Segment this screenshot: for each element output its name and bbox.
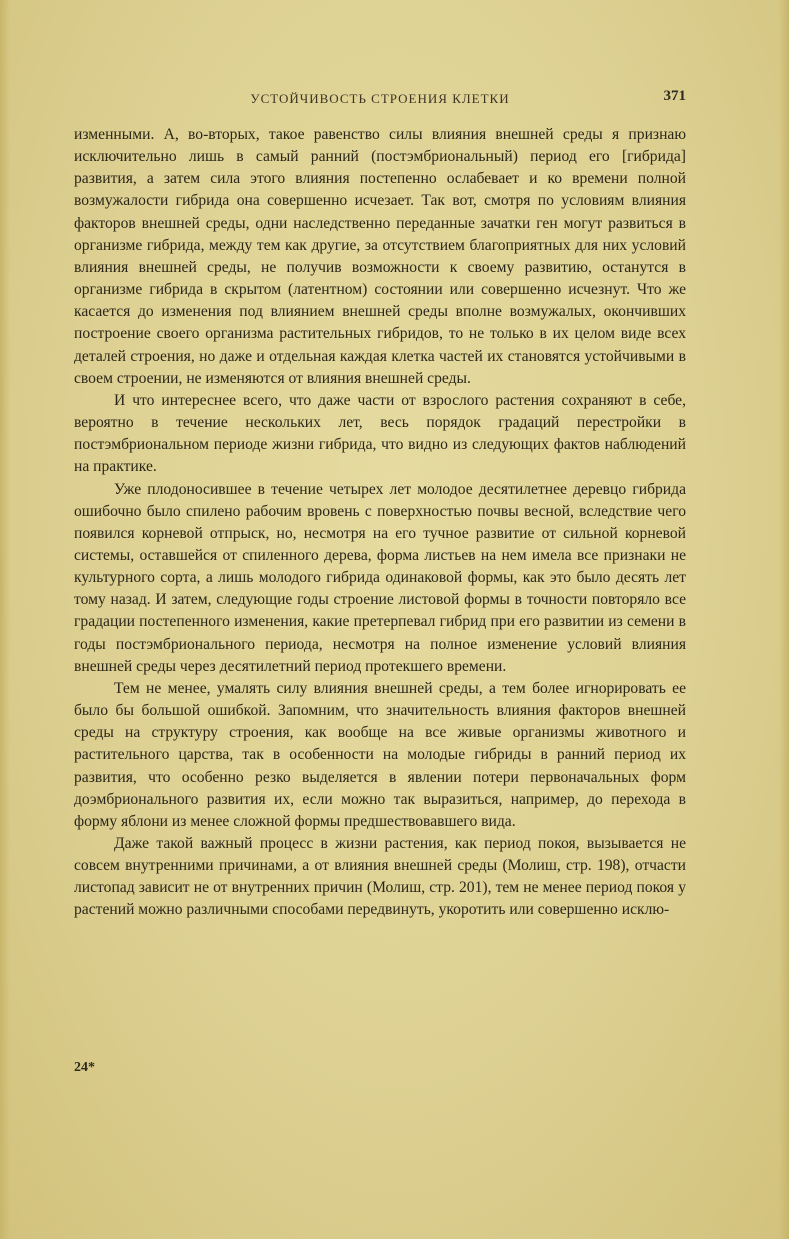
paragraph-continued: изменными. А, во-вторых, такое равенство силы влияния внешней среды я признаю исключительно лишь в самый ранний (постэмбриональный) период его [гибрида] развития, а затем сила этого влияния постепенно ослабевает и ко времени полной возмужалости гибрида она совершенно исчезает. Так вот, смотря по условиям влияния факторов внешней среды, одни наследственно переданные зачатки ген могут развиться в организме гибрида, между тем как другие, за отсутствием благоприятных для них условий влияния внешней среды, не получив возможности к своему развитию, останутся в организме гибрида в скрытом (латентном) состоянии или совершенно исчезнут. Что же касается до изменения под влиянием внешней среды вполне возмужалых, окончивших построение своего организма растительных гибридов, то не только в их целом виде всех деталей строения, но даже и отдельная каждая клетка частей их становятся устойчивыми в своем строении, не изменяются от влияния внешней среды. — [74, 126, 686, 387]
running-title: УСТОЙЧИВОСТЬ СТРОЕНИЯ КЛЕТКИ — [250, 91, 510, 106]
page-edge-shadow-left — [0, 0, 10, 1239]
page-header — [74, 88, 686, 108]
body-text — [74, 124, 686, 922]
page-number: 371 — [663, 88, 686, 104]
signature-mark: 24* — [74, 1060, 95, 1075]
page-edge-shadow-right — [779, 0, 789, 1239]
paragraph: Даже такой важный процесс в жизни растения, как период покоя, вызывается не совсем внутренними причинами, а от влияния внешней среды (Молиш, стр. 198), отчасти листопад зависит не от внутренних причин (Молиш, стр. 201), тем не менее период покоя у растений можно различными способами передвинуть, укоротить или совершенно исклю- — [74, 835, 686, 919]
paragraph: Уже плодоносившее в течение четырех лет молодое десятилетнее деревцо гибрида ошибочно было спилено рабочим вровень с поверхностью почвы весной, вследствие чего появился корневой отпрыск, но, несмотря на его тучное развитие от сильной корневой системы, оставшейся от спиленного дерева, форма листьев на нем имела все признаки не культурного сорта, а лишь молодого гибрида одинаковой формы, как это было десять лет тому назад. И затем, следующие годы строение листовой формы в точности повторяло все градации постепенного изменения, какие претерпевал гибрид при его развитии из семени в годы постэмбрионального периода, несмотря на полное изменение условий влияния внешней среды через десятилетний период протекшего времени. — [74, 480, 686, 675]
paragraph: Тем не менее, умалять силу влияния внешней среды, а тем более игнорировать ее было бы большой ошибкой. Запомним, что значительность влияния факторов внешней среды на структуру строения, как вообще на все живые организмы животного и растительного царства, так в особенности на молодые гибриды в ранний период их развития, что особенно резко выделяется в явлении потери первоначальных форм доэмбрионального развития их, если можно так выразиться, например, до перехода в форму яблони из менее сложной формы предшествовавшего вида. — [74, 679, 686, 830]
paragraph: И что интереснее всего, что даже части от взрослого растения сохраняют в себе, вероятно в течение нескольких лет, весь порядок градаций перестройки в постэмбриональном периоде жизни гибрида, что видно из следующих фактов наблюдений на практике. — [74, 391, 686, 476]
